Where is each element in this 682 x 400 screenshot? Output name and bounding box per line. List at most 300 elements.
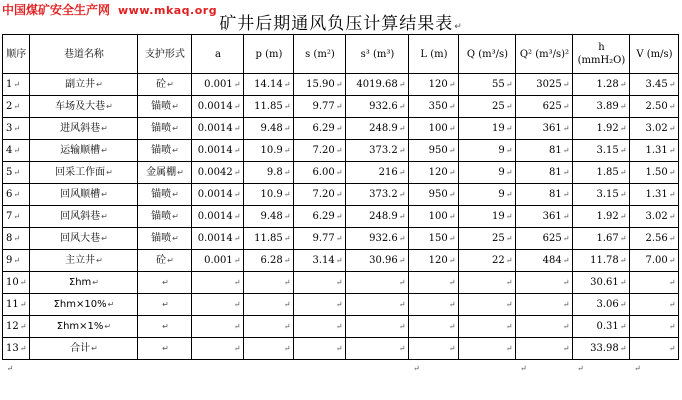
row-s: 3.14: [312, 254, 335, 266]
row-s3: 248.9: [369, 122, 398, 134]
paragraph-mark-icon: ↵: [576, 364, 584, 373]
paragraph-mark-icon: ↵: [454, 22, 463, 32]
paragraph-mark-icon: ↵: [233, 123, 241, 133]
row-v-cell: [630, 118, 679, 140]
row-roadway-name: 车场及大巷: [55, 100, 106, 112]
header-v: V (m/s): [630, 35, 679, 74]
row-p: 14.14: [254, 78, 283, 90]
row-seq: 3: [6, 122, 13, 134]
row-seq-cell: [3, 140, 30, 162]
paragraph-mark-icon: ↵: [619, 167, 627, 177]
row-roadway-name: Σhm×1%: [56, 320, 104, 332]
paragraph-mark-icon: ↵: [283, 79, 291, 89]
paragraph-mark-icon: ↵: [13, 145, 21, 155]
paragraph-mark-icon: ↵: [505, 277, 513, 287]
table-row: [3, 184, 679, 206]
row-roadway-name: 回风斜巷: [60, 210, 101, 222]
header-a: a: [192, 35, 244, 74]
row-p-cell: [244, 118, 294, 140]
paragraph-mark-icon: ↵: [412, 364, 420, 373]
row-v-cell: [630, 96, 679, 118]
row-seq-cell: [3, 316, 30, 338]
row-q2-cell: [516, 316, 573, 338]
row-support-type: 砼: [156, 254, 167, 266]
row-seq: 9: [6, 254, 13, 266]
paragraph-mark-icon: ↵: [106, 101, 113, 111]
row-s3-cell: [346, 206, 409, 228]
paragraph-mark-icon: ↵: [101, 145, 108, 155]
row-support-type-cell: [138, 162, 192, 184]
row-roadway-name: 回风大巷: [60, 232, 101, 244]
row-seq-cell: [3, 74, 30, 96]
row-q-cell: [459, 294, 516, 316]
paragraph-mark-icon: ↵: [619, 79, 627, 89]
paragraph-mark-icon: ↵: [233, 299, 241, 309]
row-s-cell: [294, 184, 346, 206]
paragraph-mark-icon: ↵: [167, 255, 174, 265]
row-support-type-cell: [138, 206, 192, 228]
row-q: 9: [498, 166, 505, 178]
paragraph-mark-icon: ↵: [177, 167, 184, 177]
row-v-cell: [630, 272, 679, 294]
paragraph-mark-icon: ↵: [335, 277, 343, 287]
paragraph-mark-icon: ↵: [448, 101, 456, 111]
row-a-cell: [192, 338, 244, 360]
header-s3: s³ (m³): [346, 35, 409, 74]
row-l-cell: [409, 140, 459, 162]
row-v-cell: [630, 162, 679, 184]
row-q-cell: [459, 316, 516, 338]
paragraph-mark-icon: ↵: [233, 211, 241, 221]
row-s-cell: [294, 272, 346, 294]
paragraph-mark-icon: ↵: [233, 343, 241, 353]
row-p-cell: [244, 338, 294, 360]
header-roadway-name: 巷道名称: [30, 35, 138, 74]
row-roadway-name-cell: [30, 206, 138, 228]
row-q-cell: [459, 206, 516, 228]
row-support-type: 锚喷: [151, 210, 172, 222]
row-v-cell: [630, 316, 679, 338]
row-a-cell: [192, 184, 244, 206]
row-s3-cell: [346, 294, 409, 316]
row-l-cell: [409, 162, 459, 184]
paragraph-mark-icon: ↵: [505, 343, 513, 353]
row-s3-cell: [346, 338, 409, 360]
row-s3: 932.6: [369, 232, 398, 244]
row-p-cell: [244, 206, 294, 228]
paragraph-mark-icon: ↵: [448, 321, 456, 331]
paragraph-mark-icon: ↵: [619, 189, 627, 199]
row-l-cell: [409, 96, 459, 118]
trailing-cell: [409, 360, 459, 379]
row-support-type-cell: [138, 250, 192, 272]
row-h-cell: [573, 118, 630, 140]
row-v-cell: [630, 140, 679, 162]
paragraph-mark-icon: ↵: [668, 277, 676, 287]
row-p-cell: [244, 294, 294, 316]
row-s3: 932.6: [369, 100, 398, 112]
paragraph-mark-icon: ↵: [233, 167, 241, 177]
row-l: 350: [428, 100, 448, 112]
row-roadway-name-cell: [30, 294, 138, 316]
row-v: 3.45: [645, 78, 668, 90]
row-support-type-cell: [138, 184, 192, 206]
row-roadway-name-cell: [30, 162, 138, 184]
row-q2-cell: [516, 74, 573, 96]
trailing-cell: [459, 360, 516, 379]
paragraph-mark-icon: ↵: [398, 321, 406, 331]
paragraph-mark-icon: ↵: [448, 299, 456, 309]
paragraph-mark-icon: ↵: [619, 123, 627, 133]
row-support-type-cell: [138, 228, 192, 250]
header-q: Q (m³/s): [459, 35, 516, 74]
row-q: 19: [492, 122, 505, 134]
row-q-cell: [459, 162, 516, 184]
row-v: 2.50: [645, 100, 668, 112]
table-row: [3, 338, 679, 360]
row-support-type-cell: [138, 96, 192, 118]
row-h-cell: [573, 96, 630, 118]
paragraph-mark-icon: ↵: [162, 277, 169, 287]
row-s-cell: [294, 74, 346, 96]
row-seq: 4: [6, 144, 13, 156]
row-v: 2.56: [645, 232, 668, 244]
row-v-cell: [630, 184, 679, 206]
row-s3-cell: [346, 228, 409, 250]
paragraph-mark-icon: ↵: [283, 255, 291, 265]
row-h: 3.15: [596, 144, 619, 156]
header-s: s (m²): [294, 35, 346, 74]
row-h-cell: [573, 316, 630, 338]
paragraph-mark-icon: ↵: [101, 211, 108, 221]
paragraph-mark-icon: ↵: [505, 321, 513, 331]
paragraph-mark-icon: ↵: [233, 321, 241, 331]
row-a-cell: [192, 96, 244, 118]
row-h: 1.92: [596, 122, 619, 134]
paragraph-mark-icon: ↵: [19, 299, 27, 309]
row-q-cell: [459, 338, 516, 360]
paragraph-mark-icon: ↵: [398, 343, 406, 353]
row-q2: 81: [549, 144, 562, 156]
row-s3-cell: [346, 140, 409, 162]
paragraph-mark-icon: ↵: [505, 145, 513, 155]
row-l-cell: [409, 184, 459, 206]
paragraph-mark-icon: ↵: [106, 167, 113, 177]
row-v-cell: [630, 228, 679, 250]
paragraph-mark-icon: ↵: [233, 79, 241, 89]
row-seq: 1: [6, 78, 13, 90]
row-a: 0.0014: [197, 232, 233, 244]
paragraph-mark-icon: ↵: [562, 211, 570, 221]
paragraph-mark-icon: ↵: [283, 123, 291, 133]
row-seq-cell: [3, 250, 30, 272]
paragraph-mark-icon: ↵: [335, 255, 343, 265]
paragraph-mark-icon: ↵: [283, 145, 291, 155]
row-h: 3.89: [596, 100, 619, 112]
row-a-cell: [192, 140, 244, 162]
trailing-cell: [138, 360, 192, 379]
row-roadway-name-cell: [30, 96, 138, 118]
row-l-cell: [409, 316, 459, 338]
paragraph-mark-icon: ↵: [448, 167, 456, 177]
row-roadway-name: 主立井: [65, 254, 96, 266]
row-s3: 4019.68: [356, 78, 398, 90]
row-support-type: 锚喷: [151, 144, 172, 156]
row-q2-cell: [516, 228, 573, 250]
row-q2: 625: [542, 100, 562, 112]
row-h-cell: [573, 206, 630, 228]
paragraph-mark-icon: ↵: [107, 299, 115, 309]
paragraph-mark-icon: ↵: [562, 79, 570, 89]
row-support-type-cell: [138, 272, 192, 294]
row-s-cell: [294, 338, 346, 360]
paragraph-mark-icon: ↵: [619, 145, 627, 155]
row-h-cell: [573, 140, 630, 162]
row-s3: 373.2: [369, 144, 398, 156]
table-row: [3, 162, 679, 184]
row-a-cell: [192, 74, 244, 96]
paragraph-mark-icon: ↵: [19, 321, 27, 331]
row-v-cell: [630, 206, 679, 228]
row-support-type: 锚喷: [151, 122, 172, 134]
row-q-cell: [459, 272, 516, 294]
row-a: 0.0014: [197, 188, 233, 200]
header-l: L (m): [409, 35, 459, 74]
paragraph-mark-icon: ↵: [233, 145, 241, 155]
header-seq: 顺序: [3, 35, 30, 74]
paragraph-mark-icon: ↵: [172, 101, 179, 111]
row-a-cell: [192, 316, 244, 338]
paragraph-mark-icon: ↵: [398, 123, 406, 133]
table-row: [3, 118, 679, 140]
row-h-cell: [573, 184, 630, 206]
row-a-cell: [192, 228, 244, 250]
paragraph-mark-icon: ↵: [633, 364, 641, 373]
paragraph-mark-icon: ↵: [19, 277, 27, 287]
row-v-cell: [630, 250, 679, 272]
row-seq: 8: [6, 232, 13, 244]
row-s3-cell: [346, 316, 409, 338]
row-q2-cell: [516, 184, 573, 206]
paragraph-mark-icon: ↵: [96, 79, 103, 89]
paragraph-mark-icon: ↵: [668, 167, 676, 177]
paragraph-mark-icon: ↵: [335, 299, 343, 309]
paragraph-mark-icon: ↵: [233, 189, 241, 199]
paragraph-mark-icon: ↵: [162, 299, 169, 309]
paragraph-mark-icon: ↵: [562, 101, 570, 111]
paragraph-mark-icon: ↵: [172, 145, 179, 155]
row-roadway-name: 运输顺槽: [60, 144, 101, 156]
row-v: 1.31: [645, 188, 668, 200]
paragraph-mark-icon: ↵: [335, 145, 343, 155]
row-support-type: 锚喷: [151, 188, 172, 200]
row-support-type-cell: [138, 316, 192, 338]
row-l: 150: [428, 232, 448, 244]
row-p-cell: [244, 74, 294, 96]
row-roadway-name: 合计: [70, 342, 91, 354]
row-s-cell: [294, 206, 346, 228]
row-q2: 361: [542, 122, 562, 134]
row-seq: 13: [6, 342, 19, 354]
row-support-type-cell: [138, 140, 192, 162]
paragraph-mark-icon: ↵: [398, 189, 406, 199]
paragraph-mark-icon: ↵: [448, 123, 456, 133]
row-s-cell: [294, 162, 346, 184]
row-s3: 248.9: [369, 210, 398, 222]
row-l-cell: [409, 250, 459, 272]
trailing-cell: [244, 360, 294, 379]
row-a: 0.0042: [197, 166, 233, 178]
paragraph-mark-icon: ↵: [448, 79, 456, 89]
row-q2: 361: [542, 210, 562, 222]
row-p: 10.9: [260, 188, 283, 200]
paragraph-mark-icon: ↵: [233, 277, 241, 287]
table-row: [3, 272, 679, 294]
row-q2: 625: [542, 232, 562, 244]
paragraph-mark-icon: ↵: [335, 123, 343, 133]
row-h-cell: [573, 272, 630, 294]
row-q2-cell: [516, 140, 573, 162]
row-p-cell: [244, 184, 294, 206]
table-row: [3, 206, 679, 228]
paragraph-mark-icon: ↵: [448, 343, 456, 353]
row-q: 9: [498, 188, 505, 200]
row-v-cell: [630, 74, 679, 96]
header-q2: Q² (m³/s)²: [516, 35, 573, 74]
trailing-cell: [516, 360, 573, 379]
row-h-cell: [573, 250, 630, 272]
row-s3-cell: [346, 118, 409, 140]
paragraph-mark-icon: ↵: [668, 343, 676, 353]
row-s-cell: [294, 96, 346, 118]
row-l: 100: [428, 122, 448, 134]
row-a-cell: [192, 162, 244, 184]
row-h-cell: [573, 338, 630, 360]
paragraph-mark-icon: ↵: [233, 233, 241, 243]
paragraph-mark-icon: ↵: [668, 211, 676, 221]
row-support-type: 锚喷: [151, 100, 172, 112]
row-seq: 7: [6, 210, 13, 222]
row-a: 0.0014: [197, 100, 233, 112]
watermark-url: www.mkaq.org: [118, 4, 218, 17]
trailing-cell: [630, 360, 679, 379]
table-header-row: [3, 35, 679, 74]
row-q2-cell: [516, 206, 573, 228]
row-p-cell: [244, 228, 294, 250]
row-v: 7.00: [645, 254, 668, 266]
row-l: 950: [428, 144, 448, 156]
row-q: 25: [492, 232, 505, 244]
paragraph-mark-icon: ↵: [668, 255, 676, 265]
row-s: 9.77: [312, 100, 335, 112]
row-h-cell: [573, 162, 630, 184]
row-l: 120: [428, 78, 448, 90]
paragraph-mark-icon: ↵: [283, 343, 291, 353]
row-v: 3.02: [645, 122, 668, 134]
row-seq: 2: [6, 100, 13, 112]
row-s3-cell: [346, 96, 409, 118]
row-s3-cell: [346, 74, 409, 96]
row-s3-cell: [346, 184, 409, 206]
paragraph-mark-icon: ↵: [619, 101, 627, 111]
paragraph-mark-icon: ↵: [619, 233, 627, 243]
row-seq-cell: [3, 338, 30, 360]
row-support-type: 砼: [156, 78, 167, 90]
paragraph-mark-icon: ↵: [91, 343, 98, 353]
paragraph-mark-icon: ↵: [335, 233, 343, 243]
paragraph-mark-icon: ↵: [335, 79, 343, 89]
paragraph-mark-icon: ↵: [562, 277, 570, 287]
row-seq-cell: [3, 272, 30, 294]
row-q-cell: [459, 118, 516, 140]
row-support-type: 锚喷: [151, 232, 172, 244]
paragraph-mark-icon: ↵: [172, 211, 179, 221]
paragraph-mark-icon: ↵: [101, 189, 108, 199]
paragraph-mark-icon: ↵: [335, 167, 343, 177]
row-a: 0.0014: [197, 122, 233, 134]
row-q-cell: [459, 250, 516, 272]
row-p: 6.28: [260, 254, 283, 266]
header-p: p (m): [244, 35, 294, 74]
paragraph-mark-icon: ↵: [505, 299, 513, 309]
paragraph-mark-icon: ↵: [668, 299, 676, 309]
row-roadway-name: Σhm×10%: [53, 298, 107, 310]
row-s3-cell: [346, 162, 409, 184]
paragraph-mark-icon: ↵: [13, 233, 21, 243]
paragraph-mark-icon: ↵: [13, 211, 21, 221]
row-q2-cell: [516, 118, 573, 140]
row-s: 9.77: [312, 232, 335, 244]
row-q2-cell: [516, 162, 573, 184]
row-p: 9.8: [266, 166, 283, 178]
paragraph-mark-icon: ↵: [335, 189, 343, 199]
paragraph-mark-icon: ↵: [398, 255, 406, 265]
row-seq-cell: [3, 228, 30, 250]
row-l: 120: [428, 254, 448, 266]
row-a: 0.0014: [197, 210, 233, 222]
row-p-cell: [244, 272, 294, 294]
paragraph-mark-icon: ↵: [96, 255, 103, 265]
row-h: 11.78: [590, 254, 619, 266]
row-seq-cell: [3, 118, 30, 140]
row-l-cell: [409, 294, 459, 316]
row-roadway-name: 副立井: [65, 78, 96, 90]
row-h-cell: [573, 294, 630, 316]
paragraph-mark-icon: ↵: [233, 255, 241, 265]
table-row: [3, 316, 679, 338]
row-p-cell: [244, 96, 294, 118]
row-seq: 12: [6, 320, 19, 332]
table-row: [3, 74, 679, 96]
row-q2: 3025: [536, 78, 562, 90]
row-s-cell: [294, 316, 346, 338]
paragraph-mark-icon: ↵: [448, 189, 456, 199]
paragraph-mark-icon: ↵: [283, 101, 291, 111]
row-v: 1.50: [645, 166, 668, 178]
paragraph-mark-icon: ↵: [13, 79, 21, 89]
row-q-cell: [459, 140, 516, 162]
row-seq-cell: [3, 184, 30, 206]
row-q: 19: [492, 210, 505, 222]
row-s3: 373.2: [369, 188, 398, 200]
row-h-cell: [573, 74, 630, 96]
row-q2: 81: [549, 188, 562, 200]
paragraph-mark-icon: ↵: [562, 145, 570, 155]
row-q-cell: [459, 96, 516, 118]
paragraph-mark-icon: ↵: [562, 189, 570, 199]
row-p-cell: [244, 250, 294, 272]
row-q-cell: [459, 228, 516, 250]
